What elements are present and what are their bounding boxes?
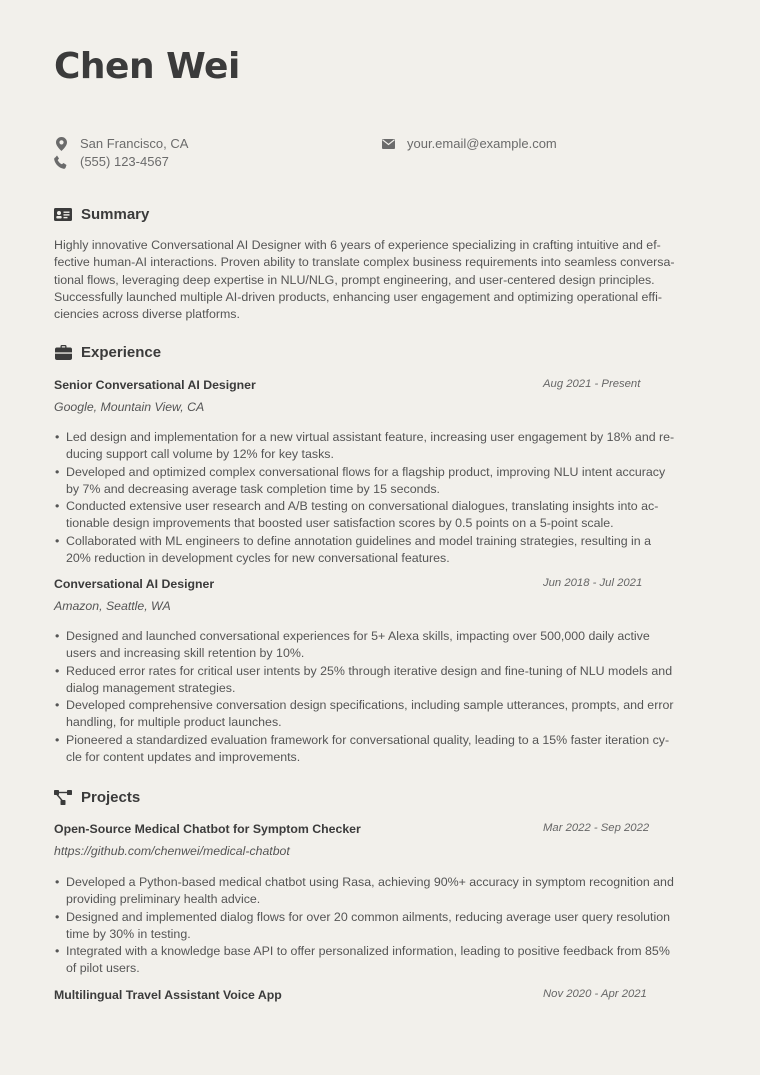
bullet-item	[54, 943, 706, 978]
bullet-line: • Conducted extensive user research and A/B testing on conversational dialogues, translating insights into ac-	[66, 499, 659, 514]
bullet-line: providing preliminary health advice.	[66, 892, 261, 907]
bullet-line: • Led design and implementation for a new virtual assistant feature, increasing user engagement by 18% and re-	[66, 430, 675, 444]
project-link[interactable]: https://github.com/chenwei/medical-chatbot	[54, 844, 290, 858]
project-title: Open-Source Medical Chatbot for Symptom Checker	[54, 822, 361, 836]
job-title: Senior Conversational AI Designer	[54, 378, 256, 392]
bullet-item	[54, 909, 706, 944]
candidate-name: Chen Wei	[54, 46, 240, 87]
bullet-item	[54, 429, 706, 464]
bullet-line: handling, for multiple product launches.	[66, 715, 282, 730]
project-title: Multilingual Travel Assistant Voice App	[54, 988, 282, 1002]
phone-icon	[54, 155, 68, 169]
summary-text	[54, 237, 704, 323]
project-diagram-icon	[54, 790, 72, 806]
bullet-item	[54, 464, 706, 499]
summary-line: ciencies across diverse platforms.	[54, 307, 240, 322]
job-company: Google, Mountain View, CA	[54, 400, 205, 414]
summary-heading	[54, 206, 149, 223]
bullet-line: • Developed a Python-based medical chatbot using Rasa, achieving 90%+ accuracy in symptom recognition and	[66, 875, 674, 889]
bullet-item	[54, 663, 706, 698]
bullet-line: • Designed and launched conversational experiences for 5+ Alexa skills, impacting over 500,000 daily active	[66, 629, 650, 643]
summary-line: Highly innovative Conversational AI Designer with 6 years of experience specializing in crafting intuitive and ef-	[54, 238, 661, 252]
bullet-line: • Integrated with a knowledge base API to offer personalized information, leading to positive feedback from 85%	[66, 944, 670, 959]
job-company: Amazon, Seattle, WA	[54, 599, 171, 613]
phone-text: (555) 123-4567	[80, 154, 169, 169]
bullet-item	[54, 628, 706, 663]
email-item[interactable]	[381, 136, 557, 151]
experience-title: Experience	[81, 344, 162, 361]
project-bullets	[54, 874, 706, 978]
envelope-icon	[381, 137, 395, 151]
bullet-line: 20% reduction in development cycles for new conversational features.	[66, 551, 450, 566]
bullet-line: cle for content updates and improvements.	[66, 750, 301, 765]
bullet-line: time by 30% in testing.	[66, 926, 191, 941]
job-title: Conversational AI Designer	[54, 577, 215, 591]
summary-line: Successfully launched multiple AI-driven products, enhancing user engagement and optimizing operational effi-	[54, 289, 662, 304]
bullet-line: by 7% and decreasing average task completion time by 15 seconds.	[66, 481, 440, 496]
briefcase-icon	[54, 345, 72, 361]
bullet-line: dialog management strategies.	[66, 680, 236, 695]
summary-line: fective human-AI interactions. Proven ability to translate complex business requirements into seamless conversa-	[54, 255, 675, 270]
job-dates: Jun 2018 - Jul 2021	[543, 577, 643, 589]
bullet-item	[54, 874, 706, 909]
bullet-line: • Developed comprehensive conversation design specifications, including sample utterances, prompts, and error	[66, 698, 674, 713]
bullet-line: • Developed and optimized complex conversational flows for a flagship product, improving NLU intent accuracy	[66, 464, 666, 479]
bullet-item	[54, 498, 706, 533]
location-text: San Francisco, CA	[80, 136, 189, 151]
bullet-line: • Pioneered a standardized evaluation framework for conversational quality, leading to a 15% faster iteration cy-	[66, 732, 670, 747]
project-dates: Mar 2022 - Sep 2022	[543, 822, 650, 834]
summary-line: tional flows, leveraging deep expertise in NLU/NLG, prompt engineering, and user-centered design principles.	[54, 272, 655, 287]
job-dates: Aug 2021 - Present	[543, 378, 641, 390]
map-pin-icon	[54, 137, 68, 151]
experience-bullets	[54, 628, 706, 766]
bullet-item	[54, 697, 706, 732]
id-card-icon	[54, 207, 72, 223]
bullet-line: users and increasing skill retention by 10%.	[66, 646, 305, 661]
experience-bullets	[54, 429, 706, 567]
bullet-line: • Designed and implemented dialog flows for over 20 common ailments, reducing average user query resolution	[66, 909, 671, 924]
bullet-item	[54, 533, 706, 568]
bullet-line: of pilot users.	[66, 961, 140, 976]
bullet-line: ducing support call volume by 12% for key tasks.	[66, 447, 334, 462]
location-item	[54, 136, 188, 151]
contact-info	[54, 134, 706, 174]
bullet-line: • Reduced error rates for critical user intents by 25% through iterative design and fine-tuning of NLU models and	[66, 663, 673, 678]
bullet-item	[54, 732, 706, 767]
phone-item	[54, 154, 169, 169]
email-text[interactable]: your.email@example.com	[407, 136, 557, 151]
summary-title: Summary	[81, 206, 150, 223]
bullet-line: tionable design improvements that boosted user satisfaction scores by 0.5 points on a 5-point scale.	[66, 516, 614, 531]
project-dates: Nov 2020 - Apr 2021	[543, 988, 647, 1000]
bullet-line: • Collaborated with ML engineers to define annotation guidelines and model training strategies, resulting in a	[66, 533, 652, 548]
projects-heading	[54, 789, 140, 806]
projects-title: Projects	[81, 789, 141, 806]
experience-heading	[54, 344, 161, 361]
